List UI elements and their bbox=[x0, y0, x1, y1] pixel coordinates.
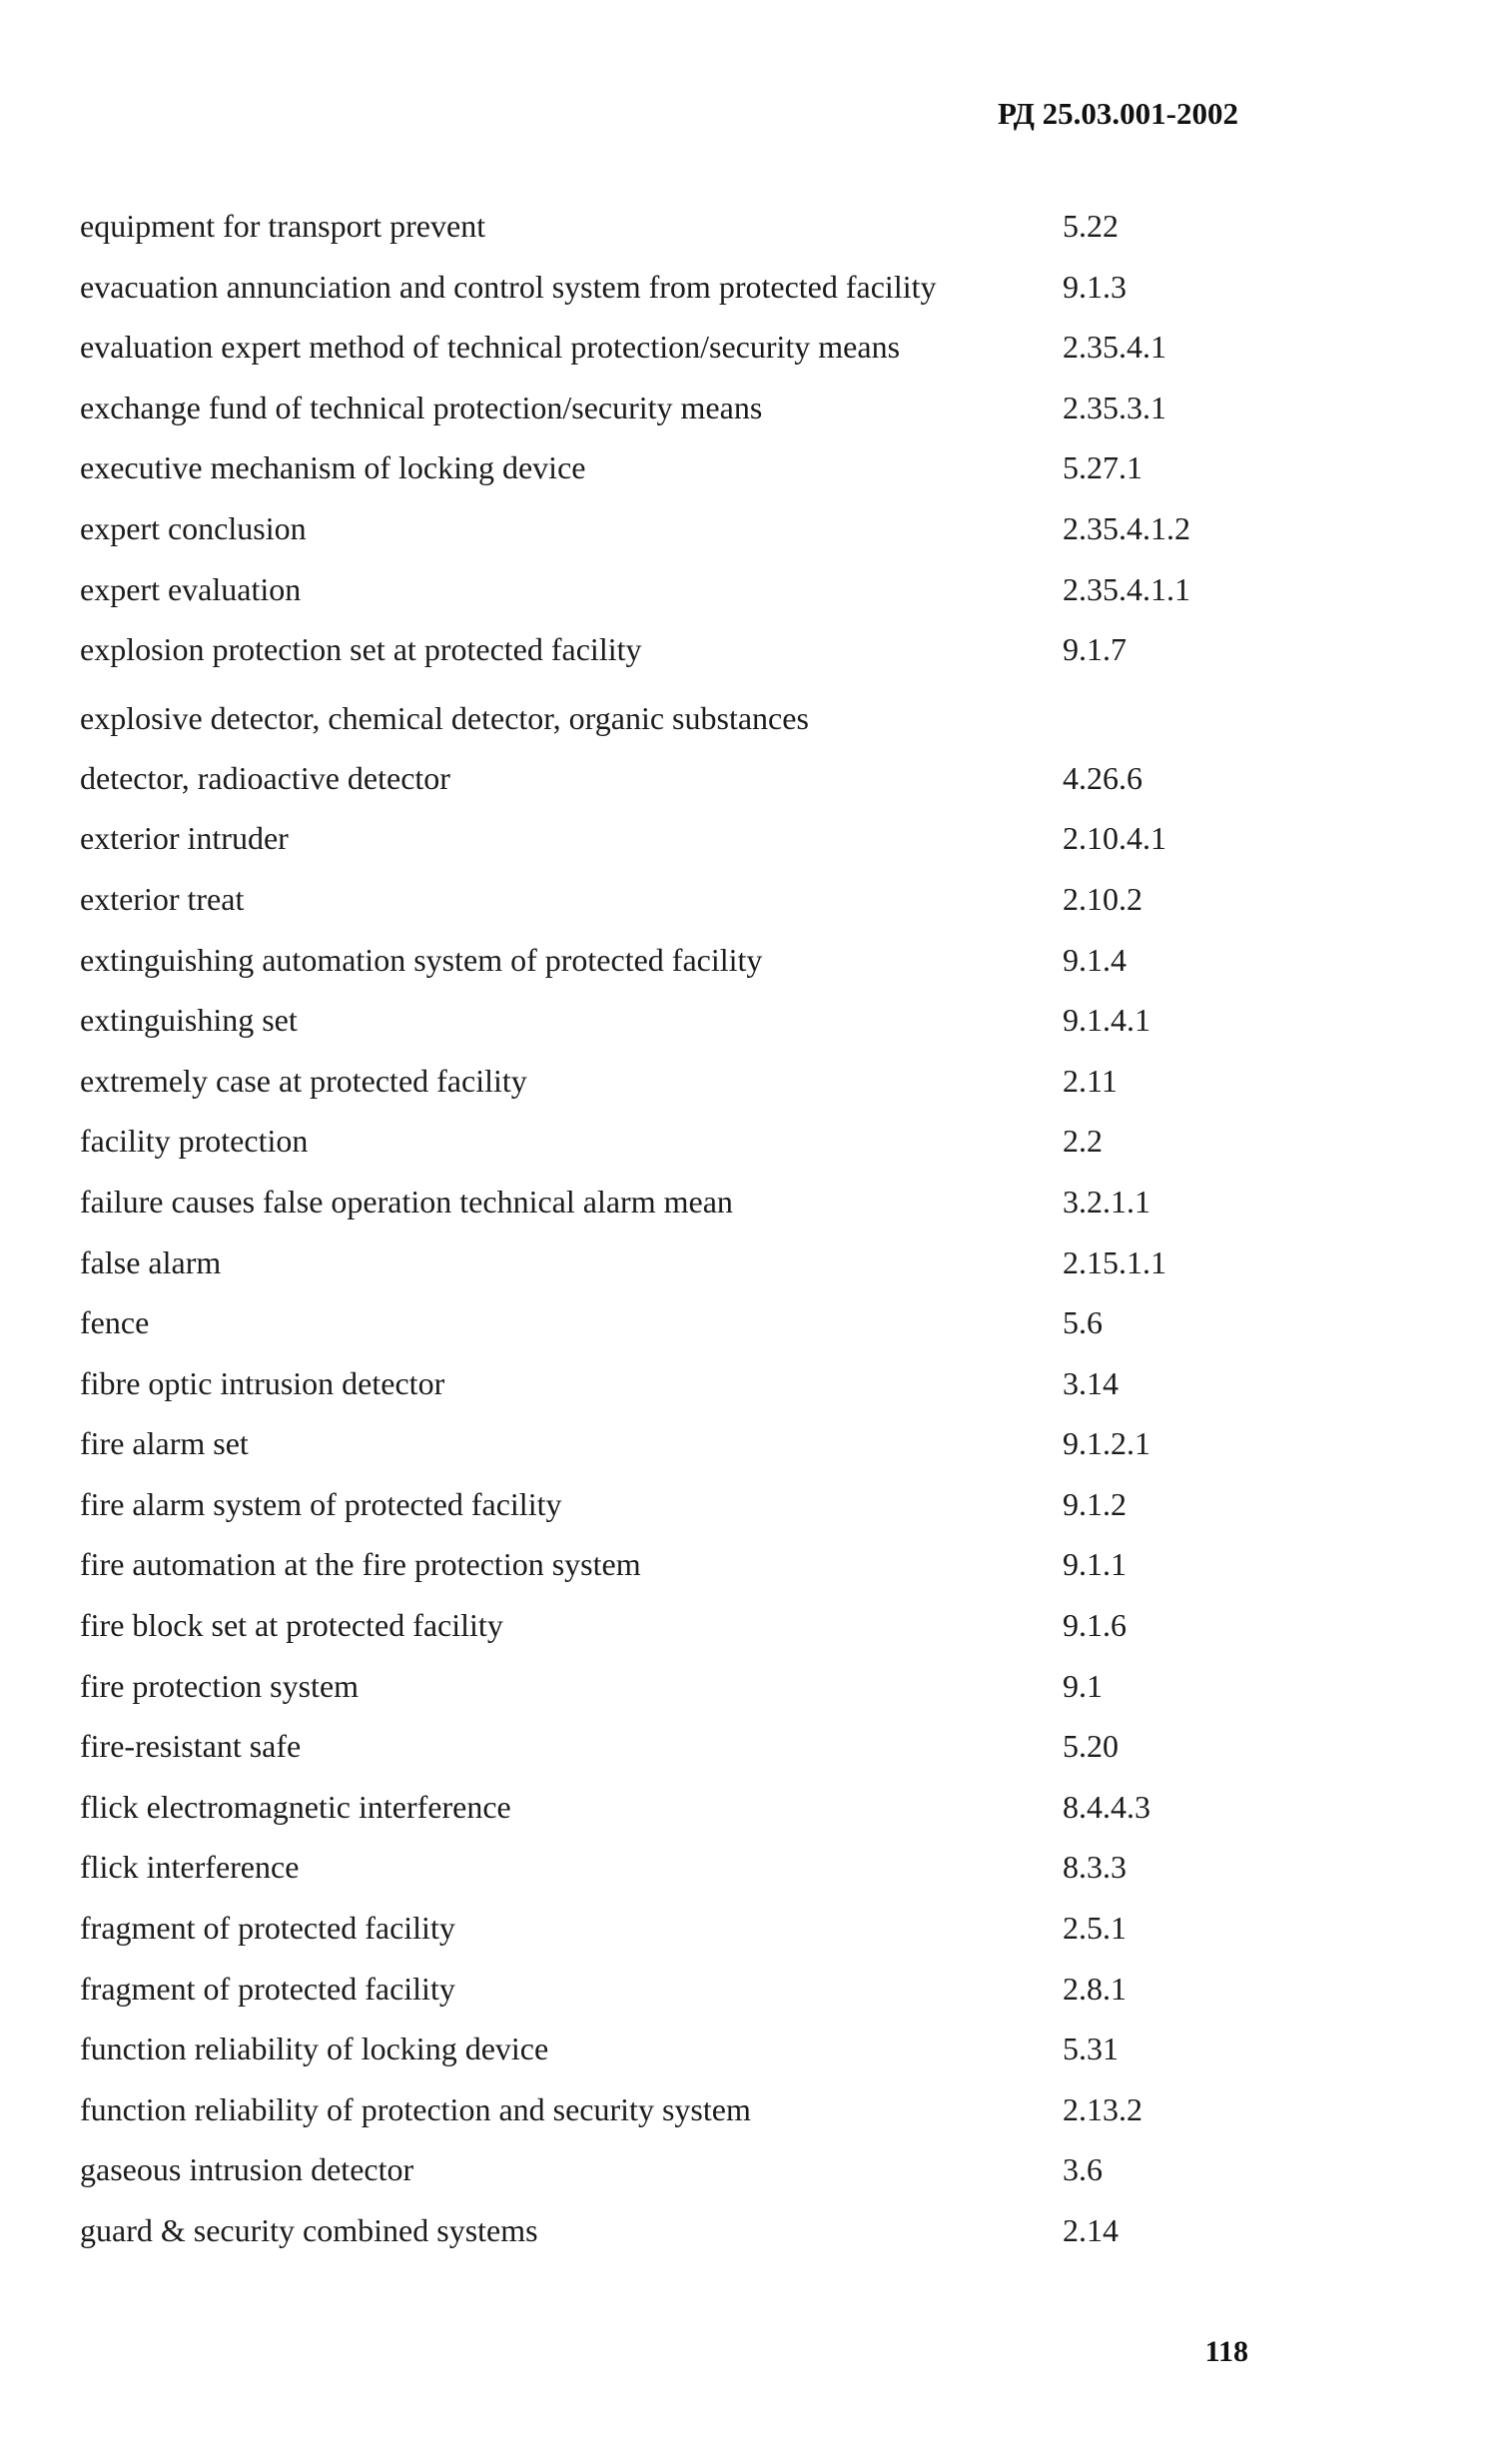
index-term: function reliability of locking device bbox=[80, 2031, 549, 2067]
index-entry bbox=[80, 1898, 1238, 1959]
page-number: 118 bbox=[1204, 2335, 1248, 2368]
index-section-ref: 5.20 bbox=[1063, 1728, 1119, 1765]
document-code-header: РД 25.03.001-2002 bbox=[997, 96, 1238, 131]
index-entry bbox=[80, 437, 1238, 498]
index-entry bbox=[80, 1837, 1238, 1898]
index-term: failure causes false operation technical alarm mean bbox=[80, 1183, 733, 1220]
index-section-ref: 9.1.2.1 bbox=[1063, 1425, 1150, 1462]
index-term: flick interference bbox=[80, 1849, 300, 1886]
index-section-ref: 8.3.3 bbox=[1063, 1849, 1127, 1886]
index-section-ref: 2.35.3.1 bbox=[1063, 389, 1166, 425]
index-term: expert conclusion bbox=[80, 509, 307, 546]
index-entry bbox=[80, 2079, 1238, 2140]
index-entry bbox=[80, 1595, 1238, 1656]
index-term: fire automation at the fire protection system bbox=[80, 1546, 641, 1583]
index-entry bbox=[80, 378, 1238, 438]
index-section-ref: 9.1.3 bbox=[1063, 268, 1127, 305]
index-section-ref: 2.10.4.1 bbox=[1063, 820, 1166, 857]
index-term: extinguishing set bbox=[80, 1002, 298, 1039]
index-term: fire-resistant safe bbox=[80, 1728, 302, 1765]
index-section-ref: 4.26.6 bbox=[1063, 759, 1142, 796]
index-section-ref: 3.14 bbox=[1063, 1364, 1119, 1401]
index-section-ref: 9.1.1 bbox=[1063, 1546, 1127, 1583]
index-term: extinguishing automation system of protected facility bbox=[80, 941, 763, 978]
index-entry bbox=[80, 619, 1238, 680]
index-entry bbox=[80, 748, 1238, 809]
index-term: equipment for transport prevent bbox=[80, 208, 486, 244]
index-term: fire alarm system of protected facility bbox=[80, 1485, 562, 1522]
index-section-ref: 2.8.1 bbox=[1063, 1970, 1127, 2007]
index-entry bbox=[80, 869, 1238, 930]
index-section-ref: 2.2 bbox=[1063, 1123, 1103, 1160]
index-entry bbox=[80, 1232, 1238, 1293]
index-entry bbox=[80, 1413, 1238, 1474]
index-entry bbox=[80, 930, 1238, 991]
index-term: evaluation expert method of technical protection/security means bbox=[80, 329, 901, 366]
index-entry bbox=[80, 498, 1238, 559]
index-section-ref: 5.22 bbox=[1063, 208, 1119, 244]
index-section-ref: 5.31 bbox=[1063, 2031, 1119, 2067]
index-term: facility protection bbox=[80, 1123, 309, 1160]
index-term: fragment of protected facility bbox=[80, 1970, 455, 2007]
index-term: exterior intruder bbox=[80, 820, 289, 857]
glossary-index-list bbox=[80, 196, 1238, 2261]
index-term: fibre optic intrusion detector bbox=[80, 1364, 445, 1401]
index-term: fence bbox=[80, 1304, 150, 1341]
index-entry bbox=[80, 2019, 1238, 2079]
index-entry bbox=[80, 1959, 1238, 2020]
index-section-ref: 8.4.4.3 bbox=[1063, 1788, 1150, 1825]
index-section-ref: 5.27.1 bbox=[1063, 449, 1142, 486]
index-term: fragment of protected facility bbox=[80, 1910, 455, 1947]
index-term: explosive detector, chemical detector, organic substances bbox=[80, 699, 809, 736]
index-entry bbox=[80, 1656, 1238, 1717]
index-section-ref: 2.35.4.1 bbox=[1063, 329, 1166, 366]
index-entry bbox=[80, 1534, 1238, 1595]
index-section-ref: 9.1.4 bbox=[1063, 941, 1127, 978]
index-term: extremely case at protected facility bbox=[80, 1062, 527, 1099]
index-term: exchange fund of technical protection/security means bbox=[80, 389, 763, 425]
index-section-ref: 2.15.1.1 bbox=[1063, 1243, 1166, 1280]
index-entry bbox=[80, 808, 1238, 869]
index-section-ref: 3.6 bbox=[1063, 2151, 1103, 2188]
index-term: function reliability of protection and security system bbox=[80, 2090, 751, 2127]
index-section-ref: 9.1 bbox=[1063, 1667, 1103, 1704]
index-entry-continued bbox=[80, 680, 1238, 748]
index-entry bbox=[80, 2200, 1238, 2261]
index-term: fire block set at protected facility bbox=[80, 1607, 503, 1644]
index-section-ref: 3.2.1.1 bbox=[1063, 1183, 1150, 1220]
index-section-ref: 9.1.6 bbox=[1063, 1607, 1127, 1644]
index-term: detector, radioactive detector bbox=[80, 759, 450, 796]
index-entry bbox=[80, 196, 1238, 257]
index-entry bbox=[80, 1292, 1238, 1353]
index-entry bbox=[80, 1111, 1238, 1172]
index-entry bbox=[80, 1777, 1238, 1838]
index-section-ref: 2.35.4.1.2 bbox=[1063, 509, 1190, 546]
index-term: explosion protection set at protected facility bbox=[80, 631, 642, 668]
index-entry bbox=[80, 1172, 1238, 1232]
index-section-ref: 2.10.2 bbox=[1063, 880, 1142, 917]
index-entry bbox=[80, 1353, 1238, 1414]
index-entry bbox=[80, 1716, 1238, 1777]
index-section-ref: 9.1.2 bbox=[1063, 1485, 1127, 1522]
index-term: guard & security combined systems bbox=[80, 2212, 538, 2248]
index-entry bbox=[80, 1474, 1238, 1535]
index-entry bbox=[80, 2139, 1238, 2200]
index-term: evacuation annunciation and control system from protected facility bbox=[80, 268, 937, 305]
index-section-ref: 2.13.2 bbox=[1063, 2090, 1142, 2127]
index-term: false alarm bbox=[80, 1243, 222, 1280]
index-entry bbox=[80, 990, 1238, 1051]
index-section-ref: 2.35.4.1.1 bbox=[1063, 570, 1190, 607]
index-term: executive mechanism of locking device bbox=[80, 449, 586, 486]
index-term: fire protection system bbox=[80, 1667, 360, 1704]
index-term: gaseous intrusion detector bbox=[80, 2151, 414, 2188]
index-section-ref: 9.1.7 bbox=[1063, 631, 1127, 668]
index-term: fire alarm set bbox=[80, 1425, 249, 1462]
index-section-ref: 9.1.4.1 bbox=[1063, 1002, 1150, 1039]
index-entry bbox=[80, 1051, 1238, 1112]
index-section-ref: 5.6 bbox=[1063, 1304, 1103, 1341]
index-entry bbox=[80, 257, 1238, 318]
index-section-ref: 2.14 bbox=[1063, 2212, 1119, 2248]
index-entry bbox=[80, 559, 1238, 620]
index-entry bbox=[80, 317, 1238, 378]
index-term: exterior treat bbox=[80, 880, 245, 917]
index-term: flick electromagnetic interference bbox=[80, 1788, 511, 1825]
index-term: expert evaluation bbox=[80, 570, 302, 607]
index-section-ref: 2.5.1 bbox=[1063, 1910, 1127, 1947]
index-section-ref: 2.11 bbox=[1063, 1062, 1118, 1099]
